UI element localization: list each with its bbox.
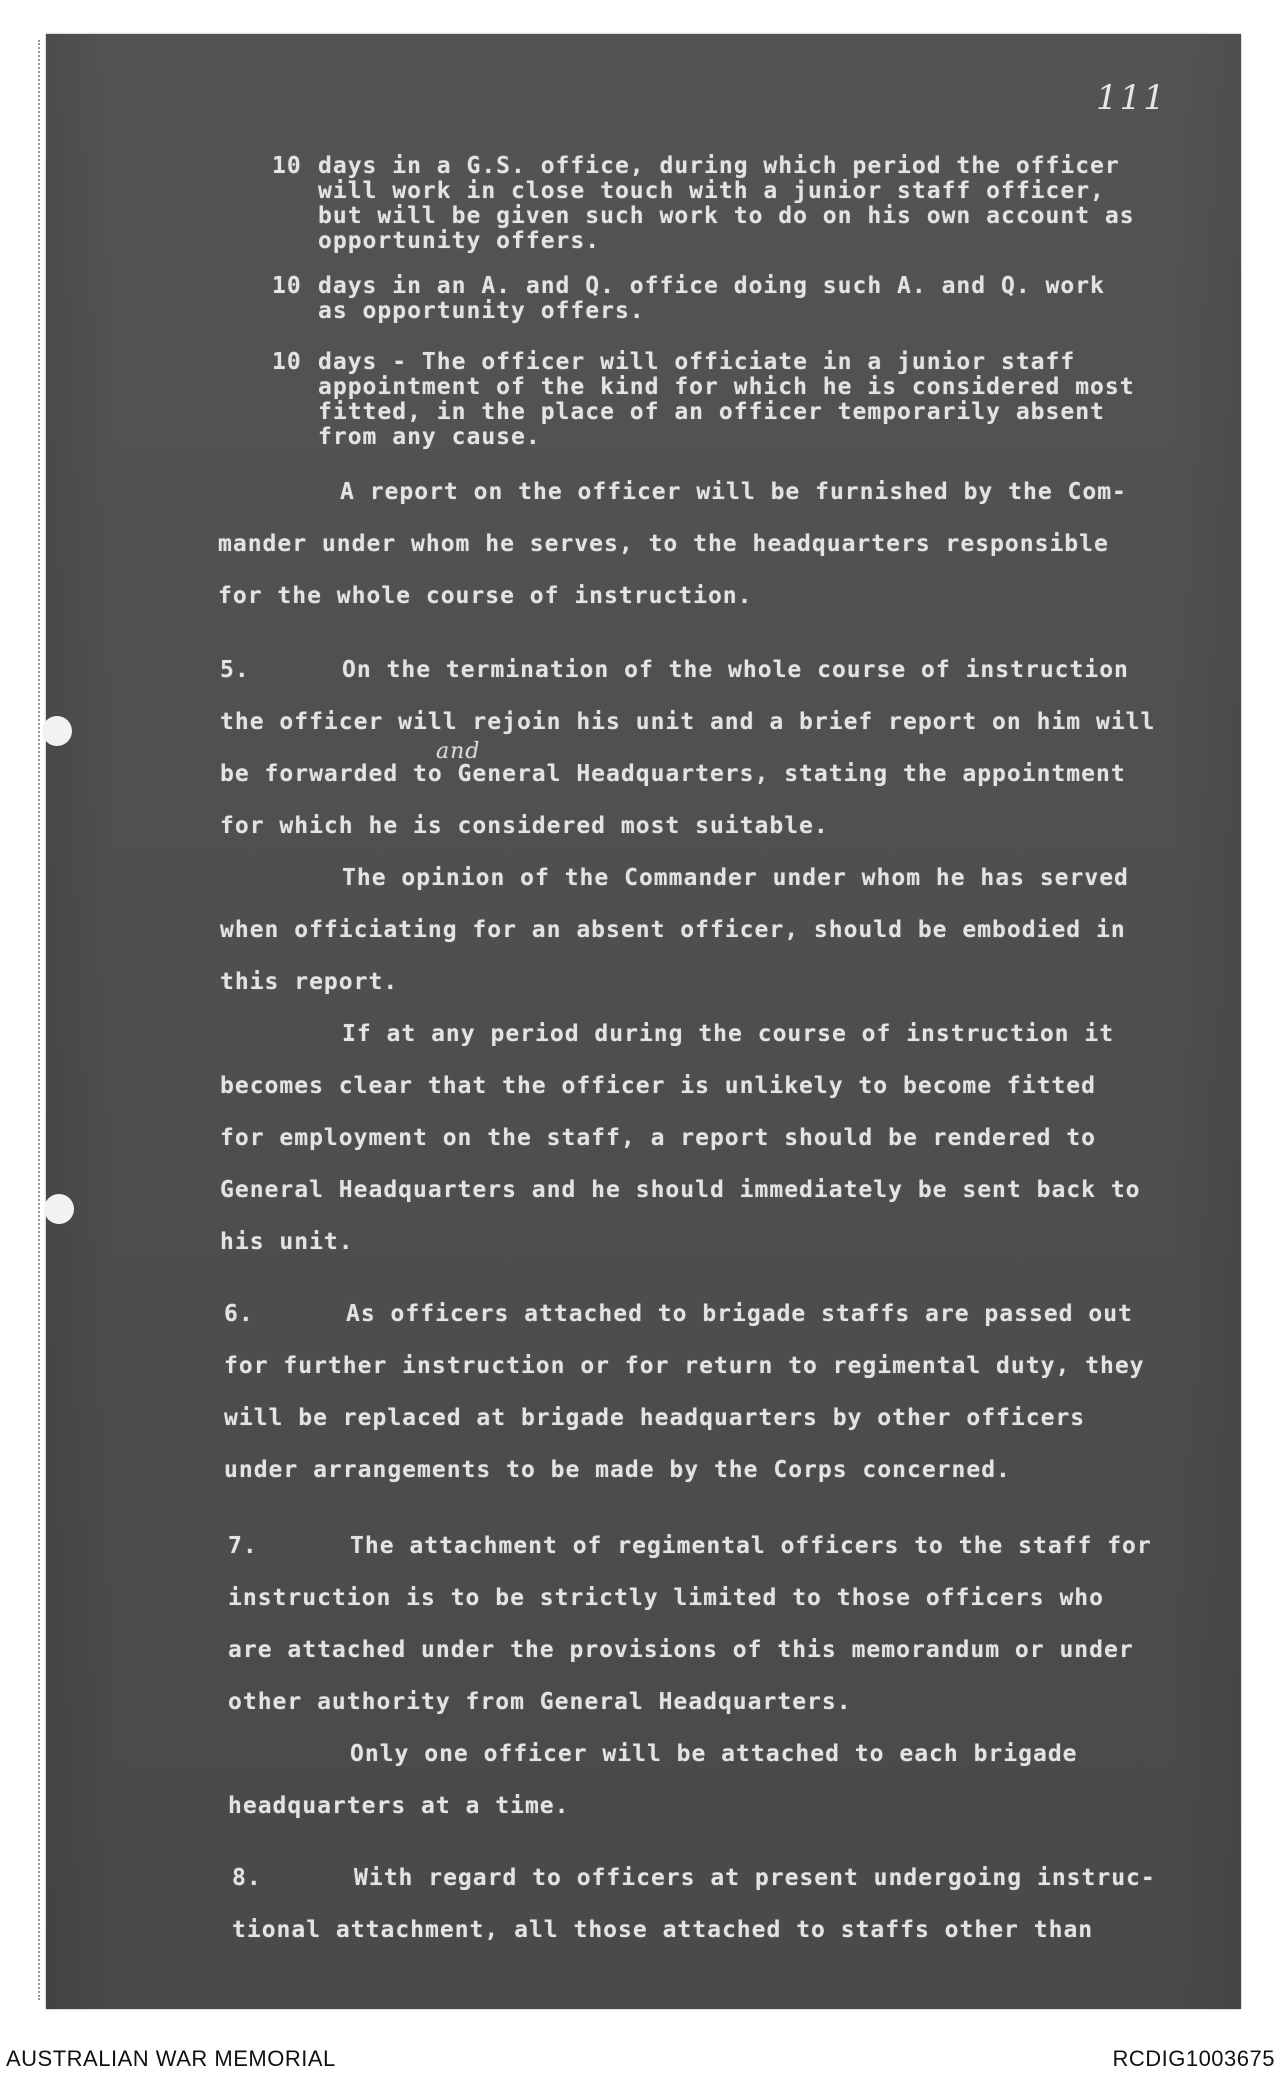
item-line: days in a G.S. office, during which period the officer	[318, 153, 1120, 179]
section-5	[220, 644, 1180, 1268]
para-line: other authority from General Headquarters.	[228, 1689, 852, 1715]
para-line: be forwarded to General Headquarters, stating the appointment	[220, 761, 1126, 787]
para-line: instruction is to be strictly limited to those officers who	[228, 1585, 1104, 1611]
para-line: If at any period during the course of instruction it	[342, 1021, 1115, 1047]
para-line: With regard to officers at present undergoing instruc-	[354, 1865, 1156, 1891]
perforated-edge	[38, 40, 50, 2000]
folio-number: 111	[1096, 78, 1167, 118]
para-line: The opinion of the Commander under whom he has served	[342, 865, 1129, 891]
punch-hole-upper	[42, 716, 72, 746]
archive-credit: AUSTRALIAN WAR MEMORIAL	[6, 2046, 336, 2071]
item-line: as opportunity offers.	[318, 298, 645, 324]
item-line: opportunity offers.	[318, 228, 601, 254]
item-line: days in an A. and Q. office doing such A. and Q. work	[318, 273, 1105, 299]
para-line: the officer will rejoin his unit and a brief report on him will	[220, 709, 1156, 735]
section-number: 7.	[228, 1533, 258, 1559]
item-number: 10	[272, 273, 302, 299]
para-line: becomes clear that the officer is unlikely to become fitted	[220, 1073, 1096, 1099]
item-line: days - The officer will officiate in a junior staff	[318, 349, 1076, 375]
para-line: his unit.	[220, 1229, 354, 1255]
item-line: fitted, in the place of an officer temporarily absent	[318, 399, 1105, 425]
para-line: headquarters at a time.	[228, 1793, 570, 1819]
para-line: A report on the officer will be furnished by the Com-	[340, 479, 1127, 505]
item-line: from any cause.	[318, 424, 541, 450]
para-line: for further instruction or for return to regimental duty, they	[224, 1353, 1145, 1379]
para-line: are attached under the provisions of this memorandum or under	[228, 1637, 1134, 1663]
para-line: tional attachment, all those attached to staffs other than	[232, 1917, 1094, 1943]
schedule-item-1	[272, 154, 1172, 254]
para-line: Only one officer will be attached to each brigade	[350, 1741, 1078, 1767]
para-line: for the whole course of instruction.	[218, 583, 753, 609]
para-line: this report.	[220, 969, 399, 995]
para-line: under arrangements to be made by the Corps concerned.	[224, 1457, 1011, 1483]
item-number: 10	[272, 349, 302, 375]
para-line: mander under whom he serves, to the headquarters responsible	[218, 531, 1109, 557]
record-identifier: RCDIG1003675	[1112, 2046, 1275, 2071]
section-number: 8.	[232, 1865, 262, 1891]
schedule-item-2	[272, 274, 1172, 324]
section-7	[228, 1520, 1188, 1832]
punch-hole-lower	[44, 1194, 74, 1224]
section-8	[232, 1852, 1192, 1956]
para-line: The attachment of regimental officers to the staff for	[350, 1533, 1152, 1559]
item-line: will work in close touch with a junior staff officer,	[318, 178, 1105, 204]
report-paragraph	[218, 466, 1178, 622]
para-line: when officiating for an absent officer, should be embodied in	[220, 917, 1126, 943]
para-line: for employment on the staff, a report should be rendered to	[220, 1125, 1096, 1151]
item-number: 10	[272, 153, 302, 179]
item-line: appointment of the kind for which he is considered most	[318, 374, 1135, 400]
para-line: for which he is considered most suitable.	[220, 813, 829, 839]
para-line: General Headquarters and he should immediately be sent back to	[220, 1177, 1141, 1203]
section-number: 6.	[224, 1301, 254, 1327]
schedule-item-3	[272, 350, 1172, 450]
para-line: On the termination of the whole course of instruction	[342, 657, 1129, 683]
item-line: but will be given such work to do on his own account as	[318, 203, 1135, 229]
section-6	[224, 1288, 1184, 1496]
para-line: will be replaced at brigade headquarters by other officers	[224, 1405, 1086, 1431]
para-line: As officers attached to brigade staffs are passed out	[346, 1301, 1133, 1327]
section-number: 5.	[220, 657, 250, 683]
handwritten-insert: and	[436, 739, 481, 764]
